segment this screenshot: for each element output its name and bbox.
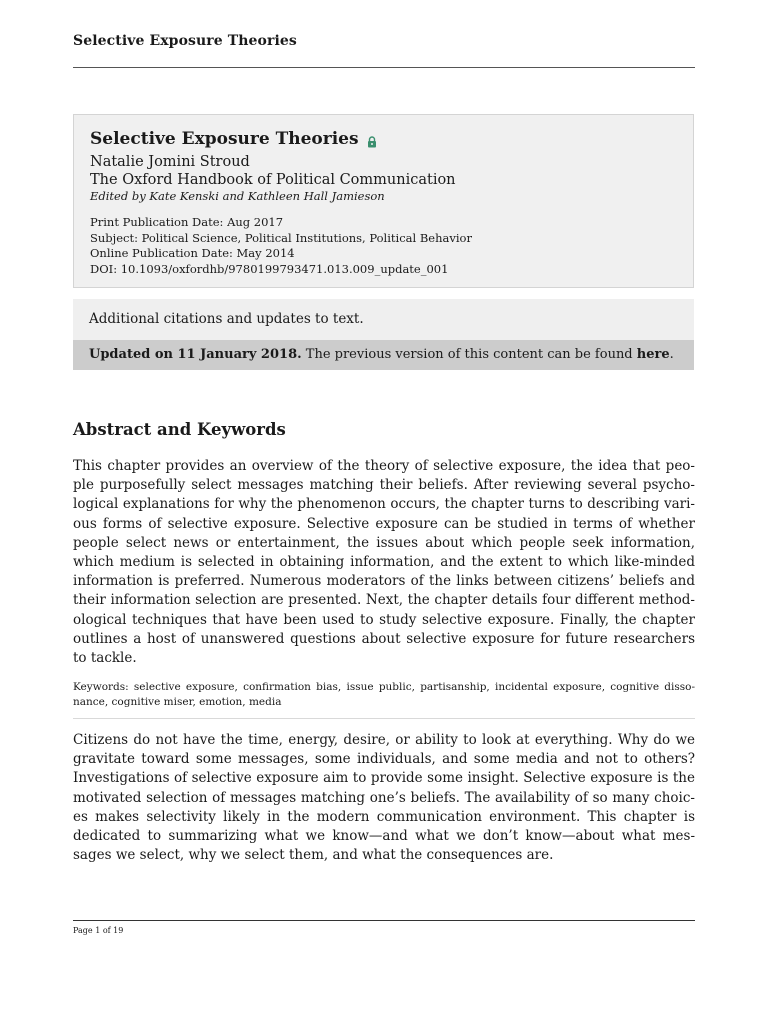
- update-notice: Additional citations and updates to text.: [73, 299, 694, 340]
- chapter-title-row: [90, 127, 677, 151]
- abstract-line: ous forms of selective exposure. Selective exposure can be studied in terms of whether: [73, 515, 695, 532]
- editors: Edited by Kate Kenski and Kathleen Hall Jamieson: [90, 189, 385, 203]
- subject: Subject: Political Science, Political Institutions, Political Behavior: [90, 230, 472, 245]
- previous-version-link[interactable]: here: [636, 347, 670, 362]
- update-text: The previous version of this content can be found: [301, 347, 637, 362]
- doi: DOI: 10.1093/oxfordhb/9780199793471.013.009_update_001: [90, 261, 449, 276]
- update-end: .: [669, 347, 674, 362]
- keywords-line: Keywords: selective exposure, confirmation bias, issue public, partisanship, incidental exposure, cognitive disso-: [73, 681, 695, 693]
- lock-icon: [367, 133, 377, 145]
- body-line: es makes selectivity likely in the modern communication environment. This chapter is: [73, 808, 695, 825]
- body-line: dedicated to summarizing what we know—and what we don’t know—about what mes-: [73, 828, 695, 845]
- abstract-line: outlines a host of unanswered questions about selective exposure for future researchers: [73, 630, 695, 647]
- keywords-line: nance, cognitive miser, emotion, media: [73, 695, 282, 708]
- abstract-line: logical explanations for why the phenomenon occurs, the chapter turns to describing vari-: [73, 496, 695, 513]
- update-bar: [73, 340, 694, 370]
- chapter-title: Selective Exposure Theories: [90, 129, 359, 149]
- body-line: Citizens do not have the time, energy, desire, or ability to look at everything. Why do we: [73, 732, 695, 748]
- abstract-line: people select news or entertainment, the issues about which people seek information,: [73, 534, 695, 551]
- metadata-panel: [73, 114, 694, 288]
- body-line: gravitate toward some messages, some individuals, and some media and not to others?: [73, 751, 695, 768]
- footer-divider: [73, 920, 695, 921]
- abstract-line: to tackle.: [73, 650, 137, 667]
- body-line: sages we select, why we select them, and what the consequences are.: [73, 847, 554, 864]
- body-line: Investigations of selective exposure aim to provide some insight. Selective exposure is the: [73, 770, 695, 787]
- abstract-text: [73, 457, 695, 668]
- keywords: [73, 680, 695, 709]
- page-number: Page 1 of 19: [73, 926, 124, 935]
- abstract-heading: Abstract and Keywords: [73, 420, 286, 439]
- abstract-line: which medium is selected in obtaining information, and the extent to which like-minded: [73, 554, 695, 571]
- publication-details: [90, 215, 677, 277]
- online-publication-date: Online Publication Date: May 2014: [90, 246, 295, 260]
- keywords-divider: [73, 718, 695, 719]
- abstract-line: their information selection are presented. Next, the chapter details four different method-: [73, 592, 695, 609]
- running-head: Selective Exposure Theories: [73, 33, 297, 49]
- abstract-line: This chapter provides an overview of the theory of selective exposure, the idea that peo-: [73, 458, 695, 474]
- body-line: motivated selection of messages matching one’s beliefs. The availability of so many choic-: [73, 789, 695, 806]
- abstract-line: ological techniques that have been used to study selective exposure. Finally, the chapter: [73, 611, 695, 628]
- abstract-line: information is preferred. Numerous moderators of the links between citizens’ beliefs and: [73, 573, 695, 590]
- update-date: Updated on 11 January 2018.: [89, 347, 302, 362]
- author-name[interactable]: Natalie Jomini Stroud: [90, 154, 250, 170]
- body-paragraph: [73, 731, 695, 865]
- abstract-line: ple purposefully select messages matching their beliefs. After reviewing several psycho-: [73, 477, 695, 494]
- print-publication-date: Print Publication Date: Aug 2017: [90, 215, 284, 229]
- book-title[interactable]: The Oxford Handbook of Political Communication: [90, 172, 456, 188]
- header-divider: [73, 67, 695, 68]
